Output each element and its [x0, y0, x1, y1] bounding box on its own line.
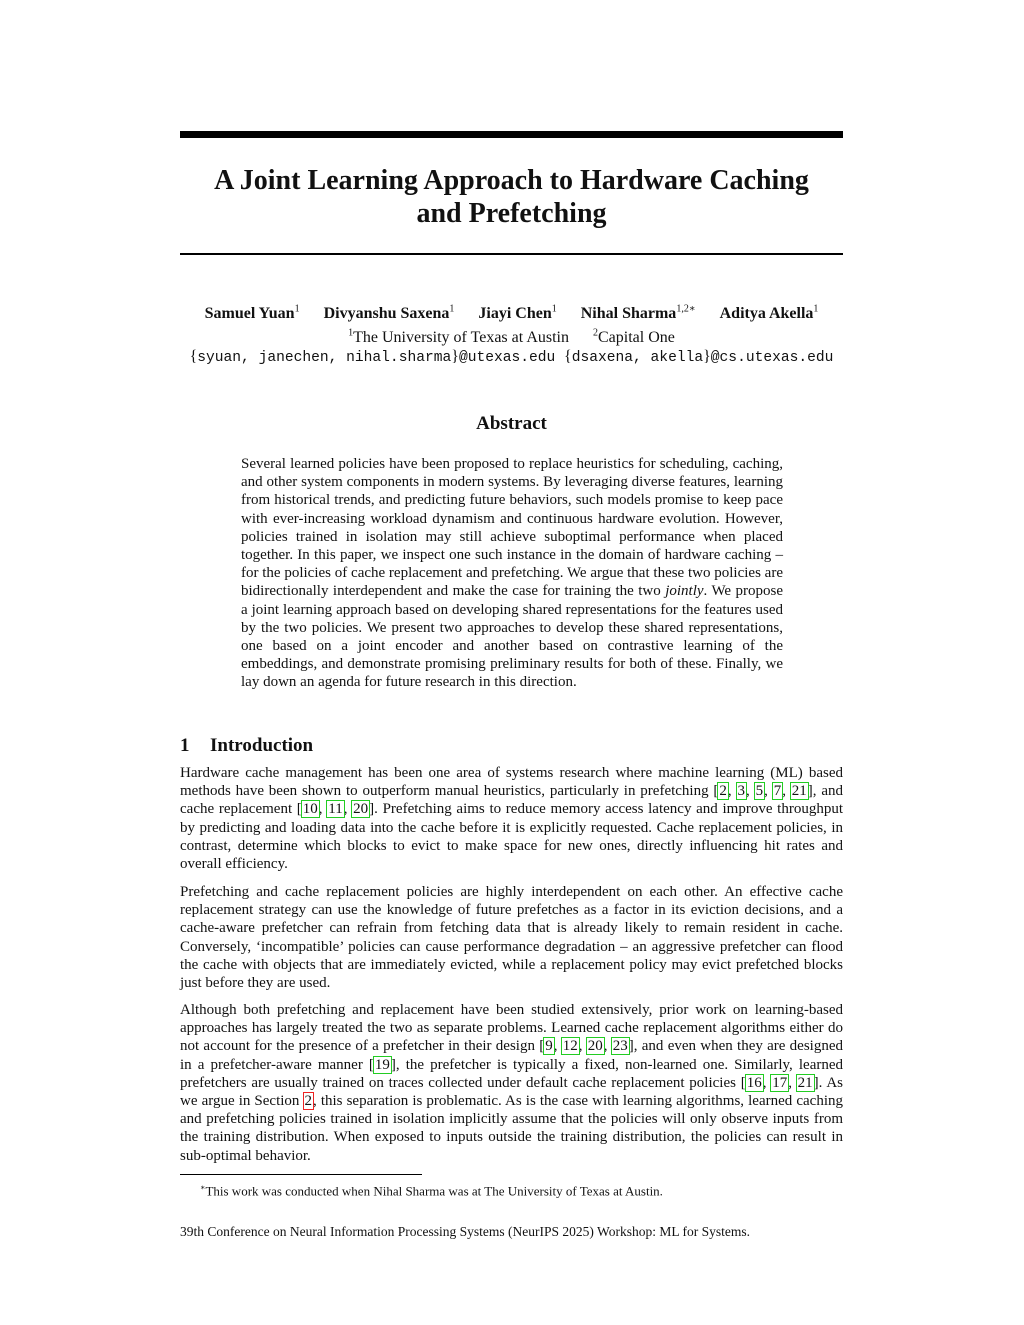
section-heading-introduction: 1 Introduction	[180, 735, 314, 756]
citation-link[interactable]: 20	[587, 1038, 603, 1055]
author: Samuel Yuan$^1$	[204, 304, 300, 323]
author: Aditya Akella$^1$	[719, 304, 819, 323]
intro-paragraph-3: Although both prefetching and replacement have been studied extensively, prior work on learning-based approaches has largely treated the two as separate problems. Learned cache replacement algorithms either do not account for the presence of a prefetcher in their design [9, 12, 20, 23], and even when they are designed in a prefetcher-aware manner [19], the prefetcher is typically a fixed, non-learned one. Similarly, learned prefetchers are usually trained on traces collected under default cache replacement policies [16, 17, 21]. As we argue in Section 2, this separation is problematic. As is the case with learning algorithms, learned caching and prefetching policies trained in isolation implicitly assume that the policies will only observe inputs from the training distribution. When exposed to inputs outside the training distribution, the policies can result in sub-optimal behavior.	[180, 1002, 844, 1164]
author-emails: {syuan, janechen, nihal.sharma}@utexas.edu {dsaxena, akella}@cs.utexas.edu	[189, 348, 834, 366]
citation-link[interactable]: 21	[791, 783, 807, 800]
citation-link[interactable]: 5	[755, 783, 764, 800]
citation-link[interactable]: 20	[353, 801, 369, 818]
citation-link[interactable]: 10	[302, 801, 318, 818]
citation-link[interactable]: 9	[545, 1038, 553, 1055]
citation-link[interactable]: 23	[612, 1038, 628, 1055]
citation-link[interactable]: 17	[772, 1074, 788, 1091]
citation-link[interactable]: 12	[562, 1038, 578, 1055]
author: Jiayi Chen$^1$	[478, 304, 557, 323]
author: Nihal Sharma$^{1,2∗}$	[580, 304, 696, 323]
title-line-2: and Prefetching	[416, 198, 607, 229]
citation-link[interactable]: 11	[328, 801, 343, 818]
abstract-heading: Abstract	[476, 413, 547, 434]
title-bottom-rule	[180, 253, 843, 255]
citation-link[interactable]: 3	[737, 783, 746, 800]
affiliation: $^2$Capital One	[593, 328, 675, 347]
citation-link[interactable]: 2	[719, 783, 727, 800]
citation-link[interactable]: 7	[773, 783, 782, 800]
venue-footer: 39th Conference on Neural Information Processing Systems (NeurIPS 2025) Workshop: ML for Systems.	[180, 1224, 750, 1239]
title-line-1: A Joint Learning Approach to Hardware Caching	[214, 165, 809, 196]
affiliation-list	[180, 324, 843, 348]
intro-paragraph-2: Prefetching and cache replacement policies are highly interdependent on each other. An effective cache replacement strategy can use the knowledge of future prefetches as a factor in its eviction decisions, and a cache-aware prefetcher can refrain from fetching data that is already likely to remain resident in cache. Conversely, ‘incompatible’ policies can cause performance degradation – an aggressive prefetcher can flood the cache with objects that are immediately evicted, while a replacement policy may evict prefetched blocks just before they are used.	[180, 884, 843, 992]
footnote-rule	[180, 1174, 422, 1175]
author-list	[180, 300, 843, 324]
paper-title	[180, 164, 843, 230]
section-reference-link[interactable]: 2	[304, 1093, 313, 1110]
author: Divyanshu Saxena$^1$	[323, 304, 455, 323]
citation-link[interactable]: 16	[746, 1074, 762, 1091]
affiliation: $^1$The University of Texas at Austin	[348, 328, 569, 347]
title-top-rule	[180, 131, 843, 138]
footnote: ∗This work was conducted when Nihal Sharma was at The University of Texas at Austin.	[200, 1183, 663, 1199]
intro-paragraph-1: Hardware cache management has been one area of systems research where machine learning (ML) based methods have been shown to outperform manual heuristics, particularly in prefetching [2, 3, 5, 7, 21], and cache replacement [10, 11, 20]. Prefetching aims to reduce memory access latency and improve throughput by predicting and loading data into the cache before it is explicitly requested. Cache replacement policies, in contrast, determine which blocks to evict to make space for new ones, directly influencing hit rates and overall efficiency.	[180, 765, 844, 873]
abstract-text: Several learned policies have been proposed to replace heuristics for scheduling, caching, and other system components in modern systems. By leveraging diverse features, learning from historical trends, and predicting future behaviors, such models promise to keep pace with ever-increasing workload dynamism and continuous hardware evolution. However, policies trained in isolation may still achieve suboptimal performance when placed together. In this paper, we inspect one such instance in the domain of hardware caching – for the policies of cache replacement and prefetching. We argue that these two policies are bidirectionally interdependent and make the case for training the two jointly. We propose a joint learning approach based on developing shared representations for the features used by the two policies. We present two approaches to develop these shared representations, one based on a joint encoder and another based on contrastive learning of the embeddings, and demonstrate promising preliminary results for both of these. Finally, we lay down an agenda for future research in this direction.	[241, 456, 783, 691]
citation-link[interactable]: 19	[374, 1056, 390, 1073]
citation-link[interactable]: 21	[797, 1074, 813, 1091]
